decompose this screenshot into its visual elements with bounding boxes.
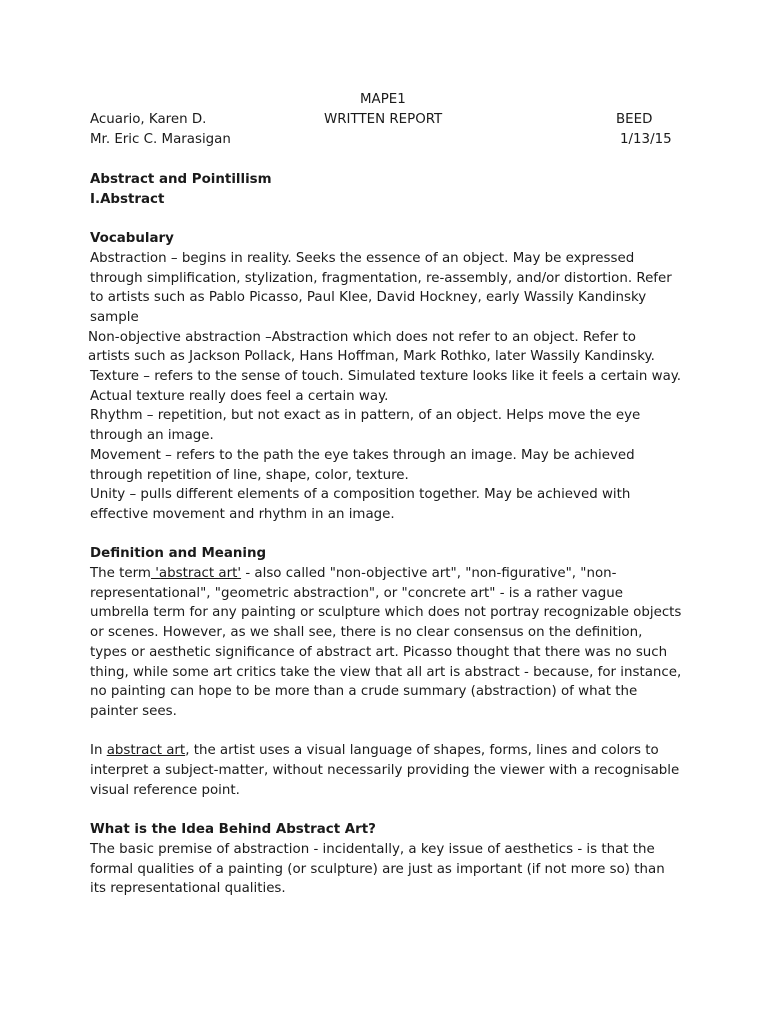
definition-p2-rest: , the artist uses a visual language of shapes, forms, lines and colors to interpret a subject-matter, without necessarily providing the viewer with a recognisable visual reference point. [90, 743, 680, 798]
report-type: WRITTEN REPORT [324, 112, 443, 127]
vocabulary-heading: Vocabulary [90, 231, 174, 247]
report-date: 1/13/15 [620, 132, 672, 147]
definition-text-start: The term [90, 566, 151, 582]
abstract-art-link-2[interactable]: abstract art [106, 743, 186, 759]
program: BEED [616, 112, 653, 127]
definition-heading: Definition and Meaning [90, 546, 267, 562]
section-heading: I.Abstract [90, 191, 165, 207]
vocab-sample: sample [90, 309, 139, 325]
idea-paragraph-1: The basic premise of abstraction - incidentally, a key issue of aesthetics - is that the formal qualities of a painting (or sculpture) are just as important (if not more so) than its representational qualities. [90, 841, 665, 897]
document-title: Abstract and Pointillism [90, 172, 272, 187]
vocab-abstraction: Abstraction – begins in reality. Seeks the essence of an object. May be expressed through simplification, stylization, fragmentation, re-assembly, and/or distortion. Refer to artists such as Pablo Picasso, Paul Klee, David Hockney, early Wassily Kandinsky [90, 250, 672, 306]
abstract-art-link[interactable]: 'abstract art' [150, 566, 242, 582]
report-body [90, 170, 682, 899]
vocab-unity: Unity – pulls different elements of a composition together. May be achieved with effective movement and rhythm in an image. [90, 487, 631, 522]
vocab-movement: Movement – refers to the path the eye takes through an image. May be achieved through repetition of line, shape, color, texture. [90, 447, 635, 483]
idea-heading: What is the Idea Behind Abstract Art? [90, 822, 376, 838]
vocab-non-objective: Non-objective abstraction –Abstraction which does not refer to an object. Refer to artists such as Jackson Pollack, Hans Hoffman, Mark Rothko, later Wassily Kandinsky. [88, 329, 655, 365]
definition-text-rest: - also called "non-objective art", "non-figurative", "non-representational", "geometric abstraction", or "concrete art" - is a rather vague umbrella term for any painting or sculpture which does not portray recognizable objects or scenes. However, as we shall see, there is no clear consensus on the definition, types or aesthetic significance of abstract art. Picasso thought that there was no such thing, while some art critics take the view that all art is abstract - because, for instance, no painting can hope to be more than a crude summary (abstraction) of what the painter sees. [90, 566, 682, 719]
instructor-name: Mr. Eric C. Marasigan [90, 132, 231, 147]
course-code: MAPE1 [360, 92, 406, 107]
vocab-rhythm: Rhythm – repetition, but not exact as in pattern, of an object. Helps move the eye through an image. [90, 408, 641, 444]
definition-p2-start: In [90, 743, 107, 759]
student-name: Acuario, Karen D. [90, 112, 207, 127]
definition-paragraph-1 [90, 564, 682, 722]
definition-paragraph-2 [90, 741, 682, 800]
vocab-texture: Texture – refers to the sense of touch. Simulated texture looks like it feels a certain way. Actual texture really does feel a certain way. [90, 369, 682, 404]
